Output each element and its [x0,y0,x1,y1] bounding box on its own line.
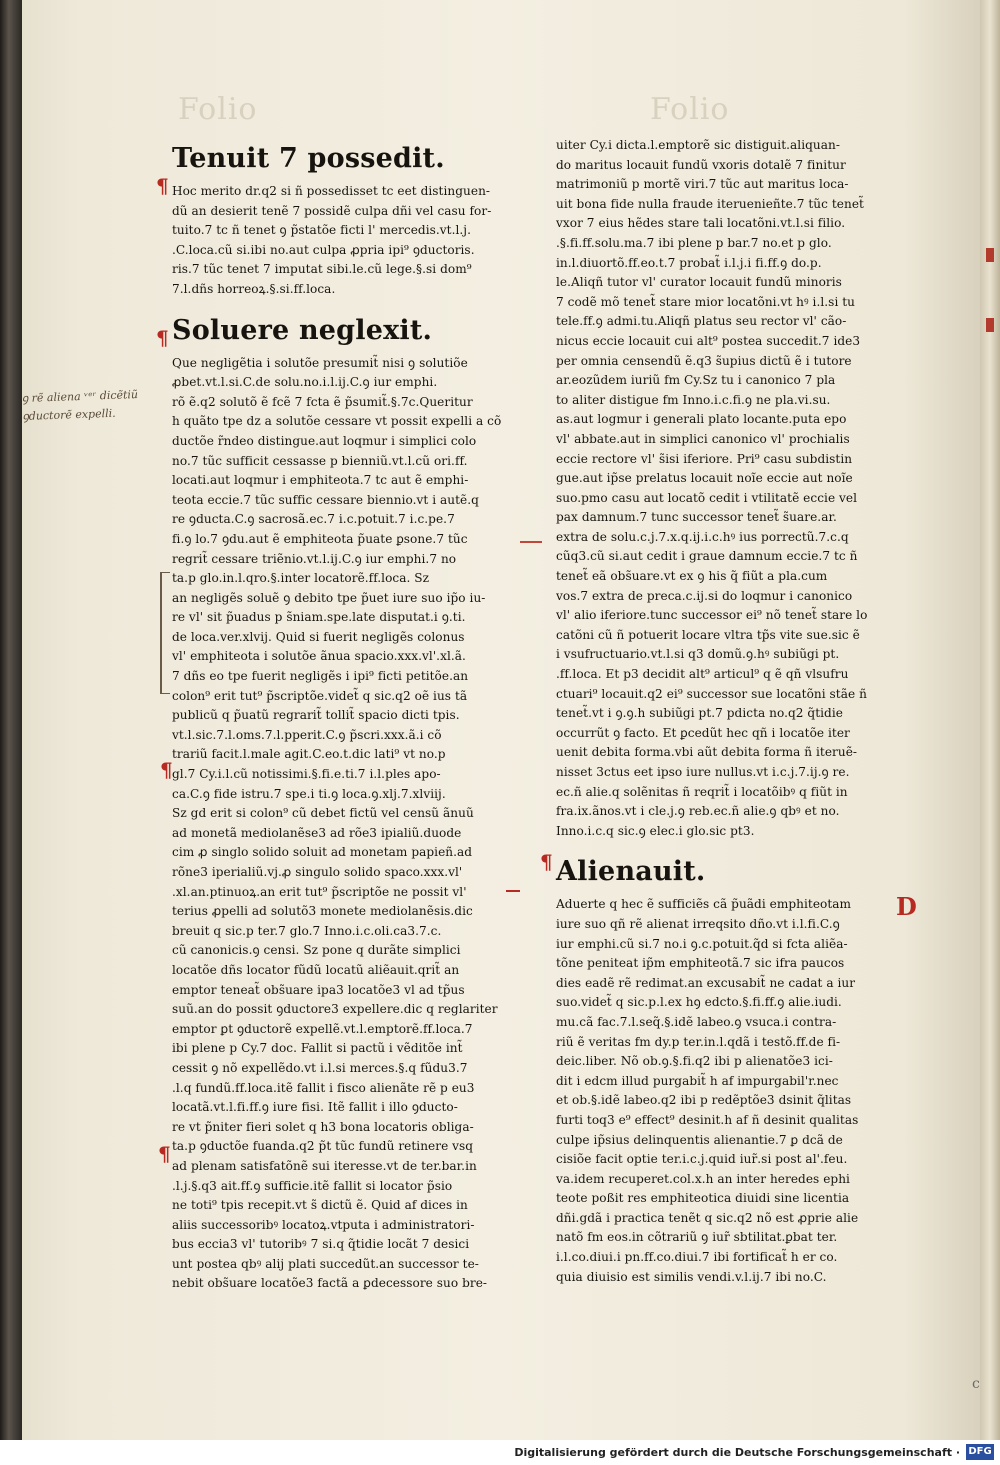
text-line: i.l.co.diui.i pn.ff.co.diui.7 ibi fortificat̃ h er co. [556,1250,838,1265]
text-line: in.l.diuortõ.ff.eo.t.7 probat̃ i.l.j.i fi.ff.ꝯ do.p. [556,255,822,270]
text-line: 7.l.dñs horreoꝝ.§.si.ff.loca. [172,281,336,296]
marginal-note-line: ꝯ rẽ aliena ᵛᵉʳ dicẽtiũ [21,387,139,406]
text-line: gue.aut ip̃se prelatus locauit noĩe eccie aut noĩe [556,471,853,486]
text-line: gl.7 Cy.i.l.cũ notissimi.§.fi.e.ti.7 i.l.ples apo- [172,767,441,782]
text-line: nisset 3ctus eet ipso iure nullus.vt i.c.j.7.ij.ꝯ re. [556,765,850,779]
text-line: ta.p glo.in.l.qro.§.inter locatorẽ.ff.loca. Sz [172,571,430,586]
text-line: iur emphi.cũ si.7 no.i ꝯ.c.potuit.q̃d si fcta aliẽa- [556,936,848,951]
text-line: nebit obs̃uare locatõe3 factã a ꝑdecessore suo bre- [172,1276,488,1291]
text-line: re vt p̃niter fieri solet q h3 bona locatoris obliga- [172,1119,474,1134]
red-initial-d: D [896,892,917,921]
text-line: vt.l.sic.7.l.oms.7.l.pperit.C.ꝯ p̃scri.xxx.ã.i cõ [172,727,442,742]
text-line: furti toq3 e⁹ effect⁹ desinit.h af ñ desinit qualitas [556,1112,859,1127]
text-line: publicũ q p̃uatũ regrarit̃ tollit̃ spacio dicti tpis. [172,708,460,723]
text-line: Hoc merito dr.q2 si ñ possedisset tc eet distinguen- [172,184,491,198]
text-line: .l.j.§.q3 ait.ff.ꝯ sufficie.itẽ fallit si locator p̃sio [172,1178,453,1193]
marginal-note [21,386,139,426]
text-line: ad monetã mediolanẽse3 ad rõe3 ipialiũ.duode [172,825,462,840]
section-heading: Alienauit. [556,856,706,888]
text-line: tuito.7 tc ñ tenet ꝯ p̃statõe ficti l' mercedis.vt.l.j. [172,223,471,238]
text-line: ad plenam satisfatõnẽ sui iteresse.vt de ter.bar.in [172,1158,477,1173]
red-pointer-line [520,541,542,543]
text-line: matrimoniũ p mortẽ viri.7 tũc aut maritus loca- [556,177,849,192]
text-line: .xl.an.ptinuoꝝ.an erit tut⁹ p̃scriptõe ne possit vl' [172,884,467,899]
text-line: emptor ꝑt ꝯductorẽ expellẽ.vt.l.emptorẽ.ff.loca.7 [172,1021,473,1036]
text-line: pax damnum.7 tunc successor tenet̃ s̃uare.ar. [556,510,837,525]
text-line: aliis successoribꝰ locatoꝝ.vtputa i administratori- [172,1217,475,1232]
text-line: le.Aliqñ tutor vl' curator locauit fundũ minoris [556,275,842,290]
running-head-left-showthrough: Folio [178,92,258,127]
text-line: locatã.vt.l.fi.ff.ꝯ iure fisi. Itẽ fallit i illo ꝯducto- [172,1100,458,1115]
text-line: .l.q fundũ.ff.loca.itẽ fallit i fisco alienãte rẽ p eu3 [172,1080,475,1095]
text-line: ris.7 tũc tenet 7 imputat sibi.le.cũ lege.§.si dom⁹ [172,262,472,277]
text-line: extra de solu.c.j.7.x.q.ij.i.c.hꝰ ius porrectũ.7.c.q [556,529,849,544]
text-line: natõ fm eos.in cõtrariũ ꝯ iur̃ sbtilitat.ꝑbat ter. [556,1230,838,1245]
paragraph-mark: ¶ [156,326,169,350]
text-line: h quãto tpe dz a solutõe cessare vt possit expelli a cõ [172,414,502,429]
text-line: vl' alio iferiore.tunc successor ei⁹ nõ tenet̃ stare lo [556,608,868,623]
running-head-right-showthrough: Folio [650,92,730,127]
text-line: as.aut logmur i generali plato locante.puta epo [556,412,847,427]
ink-bracket [160,572,170,694]
text-line: rõ ẽ.q2 solutõ ẽ fcẽ 7 fcta ẽ p̃sumit̃.§.7c.Queritur [172,394,473,409]
text-line: tenet̃ eã obs̃uare.vt ex ꝯ his q̃ fiũt a pla.cum [556,569,828,584]
text-line: tenet̃.vt i ꝯ.ꝯ.h subiũgi pt.7 pdicta no.q2 q̃tidie [556,706,843,721]
text-line: i vsufructuario.vt.l.si q3 domũ.ꝯ.hꝰ subiũgi pt. [556,647,840,662]
text-line: 7 codẽ mõ tenet̃ stare mior locatõni.vt hꝰ i.l.si tu [556,294,856,309]
text-line: cim ꝓ singlo solido soluit ad monetam papieñ.ad [172,845,473,860]
text-line: dũ an desierit tenẽ 7 possidẽ culpa dñi vel casu for- [172,203,492,218]
text-line: iure suo qñ rẽ alienat irreqsito dño.vt i.l.fi.C.ꝯ [556,916,840,931]
paragraph-mark: ¶ [156,174,169,198]
text-block [172,182,522,300]
text-line: quia diuisio est similis vendi.v.l.ij.7 ibi no.C. [556,1269,827,1284]
text-line: vl' abbate.aut in simplici canonico vl' prochialis [556,431,850,446]
paragraph-mark: ¶ [158,1142,171,1166]
text-line: to aliter distigue fm Inno.i.c.fi.ꝯ ne pla.vi.su. [556,392,831,407]
text-line: .C.loca.cũ si.ibi no.aut culpa ꝓpria ipi⁹ ꝯductoris. [172,242,475,257]
paragraph-mark: ¶ [160,758,173,782]
text-line: unt postea qbꝰ alij plati succedũt.an successor te- [172,1256,479,1271]
dfg-logo-icon: DFG [966,1444,994,1460]
paragraph-mark: ¶ [540,850,553,874]
book-spine-edge [0,0,22,1440]
marginal-note-line: ꝯductorẽ expelli. [22,406,116,424]
text-line: ctuari⁹ locauit.q2 ei⁹ successor sue locatõni stãe ñ [556,686,867,701]
text-line: de loca.ver.xlvij. Quid si fuerit negligẽs colonus [172,629,465,644]
text-line: Que negligẽtia i solutõe presumit̃ nisi ꝯ solutiõe [172,355,468,370]
text-line: dñi.gdã i practica tenẽt q sic.q2 nõ est ꝓprie alie [556,1210,859,1225]
text-line: uiter Cy.i dicta.l.emptorẽ sic distiguit.aliquan- [556,138,840,152]
text-line: ca.C.ꝯ fide istru.7 spe.i ti.ꝯ loca.ꝯ.xlj.7.xlviij. [172,786,446,801]
text-line: breuit q sic.p ter.7 glo.7 Inno.i.c.oli.ca3.7.c. [172,923,442,938]
text-line: ductõe r̃ndeo distingue.aut loqmur i simplici colo [172,433,477,448]
text-line: fi.ꝯ lo.7 ꝯdu.aut ẽ emphiteota p̃uate ꝑsone.7 tũc [172,531,468,546]
text-line: ta.p ꝯductõe fuanda.q2 p̃t tũc fundũ retinere vsq [172,1139,474,1154]
text-line: re vl' sit p̃uadus p s̃niam.spe.late disputat.i ꝯ.ti. [172,610,466,625]
section-heading: Soluere neglexit. [172,314,433,346]
text-line: ibi plene p Cy.7 doc. Fallit si pactũ i vẽditõe int̃ [172,1041,463,1056]
text-line: bus eccia3 vl' tutoribꝰ 7 si.q q̃tidie locãt 7 desici [172,1237,470,1252]
text-line: deic.liber. Nõ ob.ꝯ.§.fi.q2 ibi p alienatõe3 ici- [556,1054,833,1069]
text-line: uit bona fide nulla fraude iteruenieñte.7 tũc tenet̃ [556,196,864,211]
text-block [556,895,906,1287]
text-line: emptor teneat̃ obs̃uare ipa3 locatõe3 vl ad tp̃us [172,982,465,997]
text-line: Inno.i.c.q sic.ꝯ elec.i glo.sic pt3. [556,823,755,838]
text-line: et ob.§.idẽ labeo.q2 ibi p redẽptõe3 dsinit q̃litas [556,1093,852,1108]
text-line: teote poßit res emphiteotica diuidi sine licentia [556,1191,850,1206]
text-line: colon⁹ erit tut⁹ p̃scriptõe.videt̃ q sic.q2 oẽ ius tã [172,688,468,703]
text-line: vos.7 extra de preca.c.ij.si do loqmur i canonico [556,588,853,603]
text-line: Sz gd erit si colon⁹ cũ debet fictũ vel censũ ãnuũ [172,806,474,821]
text-line: vxor 7 eius hẽdes stare tali locatõni.vt.l.si filio. [556,216,846,231]
pencil-mark: c [972,1376,980,1392]
rubric-mark [986,248,994,262]
text-line: Aduerte q hec ẽ sufficiẽs cã p̃uãdi emphiteotam [556,897,852,912]
text-line: culpe ip̃sius delinquentis alienantie.7 ꝑ dcã de [556,1132,843,1147]
text-line: eccie rectore vl' s̃isi iferiore. Pri⁹ casu subdistin [556,451,853,466]
text-line: no.7 tũc sufficit cessasse p bienniũ.vt.l.cũ ori.ff. [172,453,468,468]
text-line: ec.ñ alie.q solẽnitas ñ reqrit̃ i locatõibꝰ q fiũt in [556,784,848,799]
left-column [172,136,522,1294]
text-line: ar.eozũdem iuriũ fm Cy.Sz tu i canonico 7 pla [556,373,836,388]
text-line: fra.ix.ãnos.vt i cle.j.ꝯ reb.ec.ñ alie.ꝯ qbꝰ et no. [556,804,840,819]
text-line: tele.ff.ꝯ admi.tu.Aliqñ platus seu rector vl' cão- [556,314,847,329]
text-line: cessit ꝯ nõ expellẽdo.vt i.l.si merces.§.q fũdu3.7 [172,1060,468,1075]
text-line: ne toti⁹ tpis recepit.vt s̃ dictũ ẽ. Quid af dices in [172,1198,468,1213]
text-line: suũ.an do possit ꝯductore3 expellere.dic q reglariter [172,1002,498,1017]
text-block [556,136,906,841]
text-line: cũ canonicis.ꝯ censi. Sz pone q durãte simplici [172,943,461,958]
text-line: suo.videt̃ q sic.p.l.ex hꝯ edcto.§.fi.ff.ꝯ alie.iudi. [556,995,842,1010]
text-line: nicus eccie locauit cui alt⁹ postea succedit.7 ide3 [556,333,861,348]
rubric-mark [986,318,994,332]
text-line: .ff.loca. Et p3 decidit alt⁹ articul⁹ q ẽ qñ vlsufru [556,667,849,682]
footer-bar [0,1440,1000,1465]
text-line: dies eadẽ rẽ redimat.an excusabit̃ ne cadat a iur [556,975,856,990]
text-line: dit i edcm illud purgabit̃ h af impurgabil'r.nec [556,1073,839,1088]
text-line: catõni cũ ñ potuerit locare vltra tp̃s vite sue.sic ẽ [556,627,860,642]
text-line: uenit debita forma.vbi aũt debita forma ñ iteruẽ- [556,745,858,760]
text-line: mu.cã fac.7.l.seq̃.§.idẽ labeo.ꝯ vsuca.i contra- [556,1014,837,1029]
text-line: do maritus locauit fundũ vxoris dotalẽ 7 finitur [556,157,846,172]
text-line: va.idem recuperet.col.x.h an inter heredes ephi [556,1171,850,1186]
text-line: cisiõe facit optie ter.i.c.j.quid iur̃.si post al'.feu. [556,1152,848,1167]
text-line: cũq3.cũ si.aut cedit i graue damnum eccie.7 tc ñ [556,549,858,564]
text-line: tõne peniteat ip̃m emphiteotã.7 sic ifra paucos [556,956,845,971]
text-line: occurrũt ꝯ facto. Et ꝑcedũt hec qñ i locatõe iter [556,725,850,740]
section-heading: Tenuit 7 possedit. [172,143,445,174]
text-line: vl' emphiteota i solutõe ãnua spacio.xxx.vl'.xl.ã. [172,649,466,664]
text-line: riũ ẽ veritas fm dy.p ter.in.l.qdã i testõ.ff.de fi- [556,1034,841,1049]
text-line: teota eccie.7 tũc suffic cessare biennio.vt i autẽ.q [172,492,479,507]
text-line: locati.aut loqmur i emphiteota.7 tc aut ẽ emphi- [172,473,469,488]
footer-credit: Digitalisierung gefördert durch die Deutsche Forschungsgemeinschaft · [514,1446,960,1459]
text-line: re ꝯducta.C.ꝯ sacrosã.ec.7 i.c.potuit.7 i.c.pe.7 [172,512,455,527]
text-line: per omnia censendũ ẽ.q3 s̃upius dictũ ẽ i tutore [556,353,852,368]
text-line: an negligẽs soluẽ ꝯ debito tpe p̃uet iure suo ip̃o iu- [172,590,486,605]
text-line: terius ꝓpelli ad solutõ3 monete mediolanẽsis.dic [172,904,473,919]
text-line: regrit̃ cessare triẽnio.vt.l.ij.C.ꝯ iur emphi.7 no [172,551,457,566]
text-block [172,354,522,1295]
text-line: rõne3 iperialiũ.vj.ꝓ singulo solido spaco.xxx.vl' [172,865,463,879]
text-line: locatõe dñs locator fũdũ locatũ aliẽauit.qrit̃ an [172,962,460,977]
text-line: 7 dñs eo tpe fuerit negligẽs i ipi⁹ ficti petitõe.an [172,669,469,684]
next-page-edge [980,0,1000,1440]
right-column [556,136,906,1287]
text-line: ꝓbet.vt.l.si.C.de solu.no.i.l.ij.C.ꝯ iur emphi. [172,375,438,390]
text-line: suo.pmo casu aut locatõ cedit i vtilitatẽ eccie vel [556,490,858,505]
text-line: .§.fi.ff.solu.ma.7 ibi plene p bar.7 no.et p glo. [556,235,832,250]
text-line: trariũ facit.l.male agit.C.eo.t.dic lati⁹ vt no.p [172,747,446,762]
